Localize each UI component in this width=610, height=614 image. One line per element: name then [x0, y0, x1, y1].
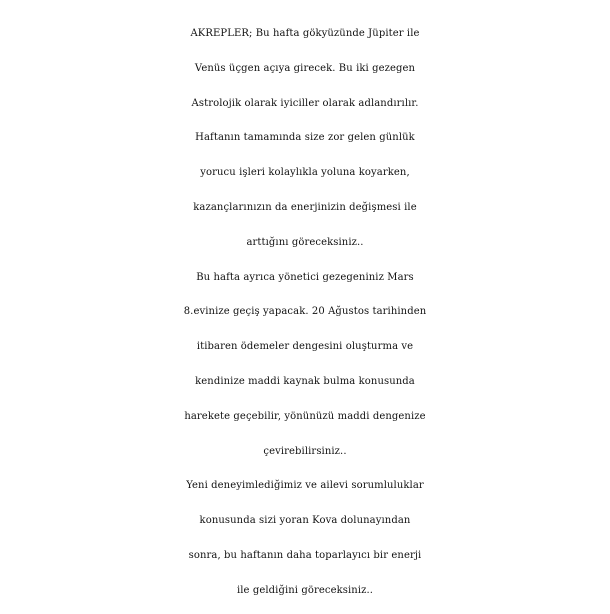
- text-line: yorucu işleri kolaylıkla yoluna koyarken,: [200, 167, 410, 179]
- text-line: kazançlarınızın da enerjinizin değişmesi ile: [193, 201, 417, 213]
- text-line: kendinize maddi kaynak bulma konusunda: [195, 375, 415, 387]
- text-line: arttığını göreceksiniz..: [246, 236, 364, 248]
- text-line: sonra, bu haftanın daha toparlayıcı bir enerji: [188, 549, 422, 561]
- text-line: Haftanın tamamında size zor gelen günlük: [195, 132, 415, 144]
- text-line: Bu hafta ayrıca yönetici gezegeniniz Mars: [196, 271, 414, 283]
- text-line: Astrolojik olarak iyiciller olarak adlandırılır.: [191, 97, 419, 109]
- text-line: 8.evinize geçiş yapacak. 20 Ağustos tarihinden: [183, 306, 427, 318]
- text-line: konusunda sizi yoran Kova dolunayından: [199, 515, 411, 527]
- text-line: harekete geçebilir, yönünüzü maddi dengenize: [184, 410, 426, 422]
- horoscope-text: [0, 17, 610, 609]
- text-line: ile geldiğini göreceksiniz..: [236, 584, 374, 596]
- text-line: AKREPLER; Bu hafta gökyüzünde Jüpiter ile: [190, 28, 420, 39]
- text-line: Yeni deneyimlediğimiz ve ailevi sorumluluklar: [186, 480, 424, 492]
- text-line: itibaren ödemeler dengesini oluşturma ve: [196, 341, 414, 353]
- text-line: çevirebilirsiniz..: [263, 445, 347, 457]
- text-line: Venüs üçgen açıya girecek. Bu iki gezegen: [194, 62, 416, 74]
